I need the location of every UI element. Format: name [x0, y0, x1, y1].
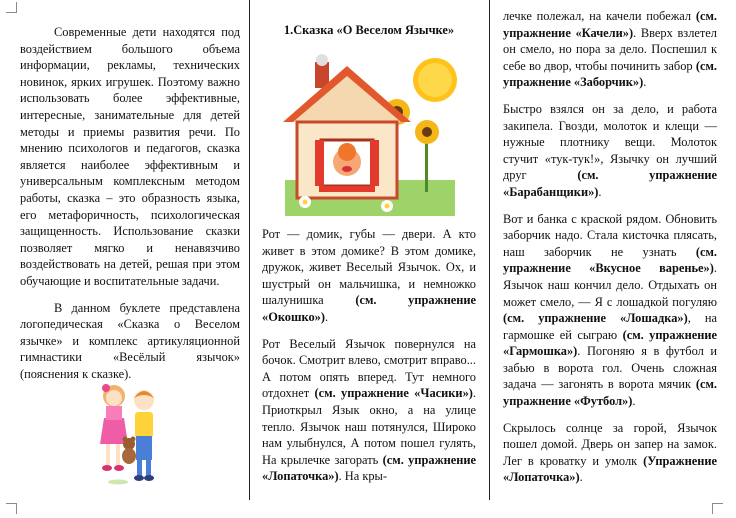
exercise-reference-zaborchik: (см. упражнение «Заборчик») — [503, 58, 717, 90]
text-run: Скрылось солнце за горой, Язычок пошел домой. Дверь он запер на замок. Лег в кроватку и умолк — [503, 420, 717, 468]
column-divider-2 — [489, 0, 490, 500]
exercise-reference-lopatochka-final: (Упражнение «Лопаточка») — [503, 453, 717, 485]
story-paragraph-4 — [503, 101, 717, 201]
house-with-sunflowers-illustration — [275, 52, 465, 218]
booklet-description-paragraph: В данном буклете представлена логопедическая «Сказка о Веселом язычке» и комплекс артикуляционной гимнастики «Весёлый язычок» (пояснения к сказке). — [20, 300, 240, 381]
story-paragraph-6 — [503, 420, 717, 486]
text-run: . — [579, 470, 583, 485]
column-story-part-1-text — [262, 226, 476, 485]
exercise-reference-kacheli: (см. упражнение «Качели») — [503, 9, 717, 40]
text-run: Быстро взялся он за дело, и работа закипела. Гвозди, молоток и клещи — нужные плотнику вещи. Молоток стучит «тук-тук!», Язычку он лучший друг — [503, 101, 717, 183]
corner-mark-bottom-right — [712, 503, 723, 514]
text-run: . — [643, 75, 647, 90]
exercise-reference-futbol: (см. упражнение «Футбол») — [503, 377, 717, 409]
story-paragraph-1 — [262, 226, 476, 326]
text-run: . — [324, 309, 329, 324]
story-paragraph-5 — [503, 211, 717, 410]
text-run: Вот и банка с краской рядом. Обновить заборчик надо. Стала кисточка плясать, наш заборчик не узнать — [503, 211, 717, 259]
exercise-reference-vkusnoe-varene: (см. упражнение «Вкусное варенье») — [503, 244, 717, 276]
children-with-teddy-bear-illustration — [96, 378, 162, 488]
intro-paragraph: Современные дети находятся под воздействием большого объема информации, рекламы, технических новинок, ярких игрушек. Поэтому важно использовать более эффективные, интересные, занимательные для детей методы и приемы развития речи. По мнению психологов и педагогов, сказка является наиболее эффективным и универсальным комплексным методом работы, сказка – это образность языка, его метафоричность, психологическая защищенность. Использование сказки позволяет мягко и ненавязчиво воздействовать на детей, решая при этом обучающие и воспитательные задачи. — [20, 25, 240, 288]
story-paragraph-2 — [262, 336, 476, 485]
story-paragraph-3 — [503, 8, 717, 91]
text-run: лечке полежал, на качели побежал — [503, 9, 696, 23]
text-run: . Язычок наш кончил дело. Отдыхать он может смело, — Я с лошадкой погуляю — [503, 261, 717, 309]
text-run: . Погоняю я в футбол и забью в ворота гол. Очень сложная задача — загонять в ворота мячик — [503, 344, 717, 392]
text-run: Рот — домик, губы — двери. А кто живет в этом домике? В этом домике, дружок, живет Веселый Язычок. Ох, и шустрый он мальчишка, и немножко шалунишка — [262, 227, 476, 308]
column-divider-1 — [249, 0, 250, 500]
column-story-part-1 — [262, 22, 476, 49]
story-title: 1.Сказка «О Веселом Язычке» — [283, 23, 455, 37]
text-run: . На кры- — [338, 469, 388, 484]
text-run: . — [632, 394, 636, 409]
text-run: . Приоткрыл Язык окно, а на улице тепло. Язычок наш потянулся, Широко нам улыбнулся, А потом пошел гулять, На крылечке загорать — [262, 386, 477, 467]
column-intro — [20, 24, 240, 382]
text-run: Рот Веселый Язычок повернулся на бочок. Смотрит влево, смотрит вправо... А потом опять вперед. Тут немного отдохнет — [262, 336, 476, 401]
corner-mark-top-left — [6, 2, 17, 13]
exercise-reference-barabanshchiki: (см. упражнение «Барабанщики») — [503, 168, 717, 199]
exercise-reference-garmoshka: (см. упражнение «Гармошка») — [503, 327, 717, 359]
text-run: . Вверх взлетел он смело, но пора за дело. Поспешил к себе во двор, чтобы починить забор — [503, 25, 717, 73]
exercise-reference-lopatochka: (см. упражнение «Лопаточка») — [262, 452, 476, 484]
column-story-part-2 — [503, 8, 717, 486]
corner-mark-bottom-left — [6, 503, 17, 514]
text-run: , на гармошке ей сыграю — [503, 311, 718, 342]
exercise-reference-loshadka: (см. упражнение «Лошадка») — [503, 311, 688, 326]
exercise-reference-chasiki: (см. упражнение «Часики») — [314, 386, 473, 401]
text-run: . — [598, 184, 602, 199]
exercise-reference-okoshko: (см. упражнение «Окошко») — [262, 293, 476, 324]
